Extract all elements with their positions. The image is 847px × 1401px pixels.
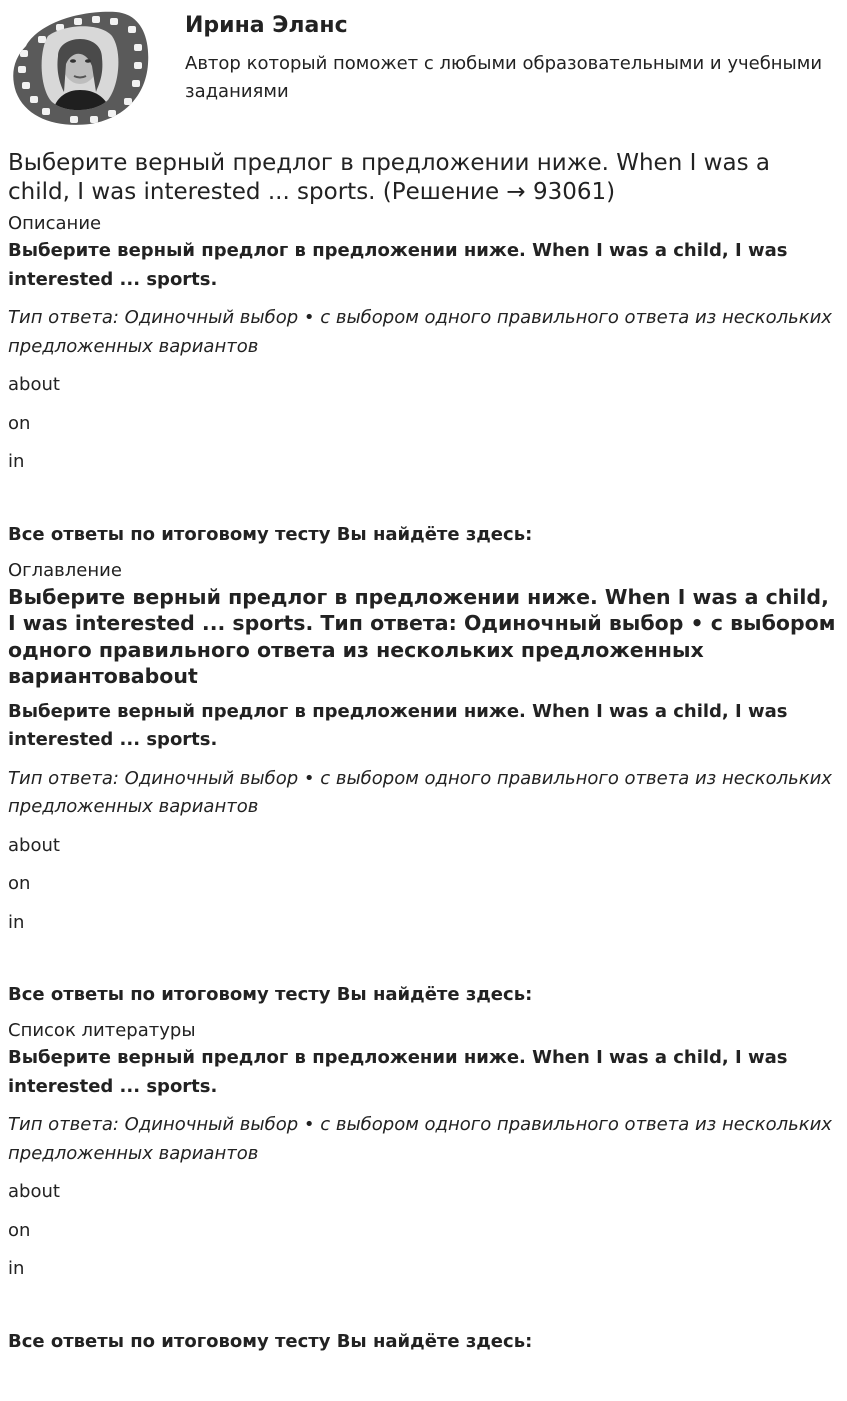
option-item: in: [8, 1258, 25, 1279]
author-description: Автор который поможет с любыми образовательными и учебными заданиями: [185, 53, 823, 102]
option-item: on: [8, 1219, 31, 1241]
all-answers-text: Все ответы по итоговому тесту Вы найдёте здесь:: [8, 1330, 533, 1352]
description-section: [8, 212, 839, 549]
option-item: about: [8, 834, 60, 856]
option-item: about: [8, 1181, 60, 1202]
answer-type: Тип ответа: Одиночный выбор • с выбором одного правильного ответа из нескольких предложенных вариантов: [8, 767, 832, 817]
all-answers-text: Все ответы по итоговому тесту Вы найдёте здесь:: [8, 523, 533, 545]
option-item: on: [8, 873, 31, 894]
option-item: about: [8, 374, 60, 395]
toc-heading: Выберите верный предлог в предложении ниже. When I was a child, I was interested ... sports. Тип ответа: Одиночный выбор • с выбором одного правильного ответа из нескольких предложенных вариантовabout: [8, 584, 836, 688]
all-answers-text: Все ответы по итоговому тесту Вы найдёте здесь:: [8, 984, 533, 1005]
question-text: Выберите верный предлог в предложении ниже. When I was a child, I was interested ... sports.: [8, 240, 788, 290]
literature-label: Список литературы: [8, 1020, 196, 1041]
author-header: [8, 0, 839, 134]
toc-section: [8, 559, 839, 1010]
question-text: Выберите верный предлог в предложении ниже. When I was a child, I was interested ... sports.: [8, 1047, 788, 1097]
author-avatar-icon[interactable]: [8, 6, 152, 128]
option-item: in: [8, 911, 25, 933]
literature-section: [8, 1019, 839, 1356]
author-name[interactable]: Ирина Эланс: [185, 13, 348, 38]
page: [8, 0, 839, 1366]
answer-type: Тип ответа: Одиночный выбор • с выбором одного правильного ответа из нескольких предложенных вариантов: [8, 307, 832, 357]
toc-label: Оглавление: [8, 559, 122, 581]
option-item: on: [8, 412, 31, 434]
question-text: Выберите верный предлог в предложении ниже. When I was a child, I was interested ... sports.: [8, 700, 788, 750]
description-label: Описание: [8, 213, 102, 234]
page-title: Выберите верный предлог в предложении ниже. When I was a child, I was interested ... sports. (Решение → 93061): [8, 150, 770, 205]
option-item: in: [8, 451, 25, 472]
answer-type: Тип ответа: Одиночный выбор • с выбором одного правильного ответа из нескольких предложенных вариантов: [8, 1114, 832, 1164]
